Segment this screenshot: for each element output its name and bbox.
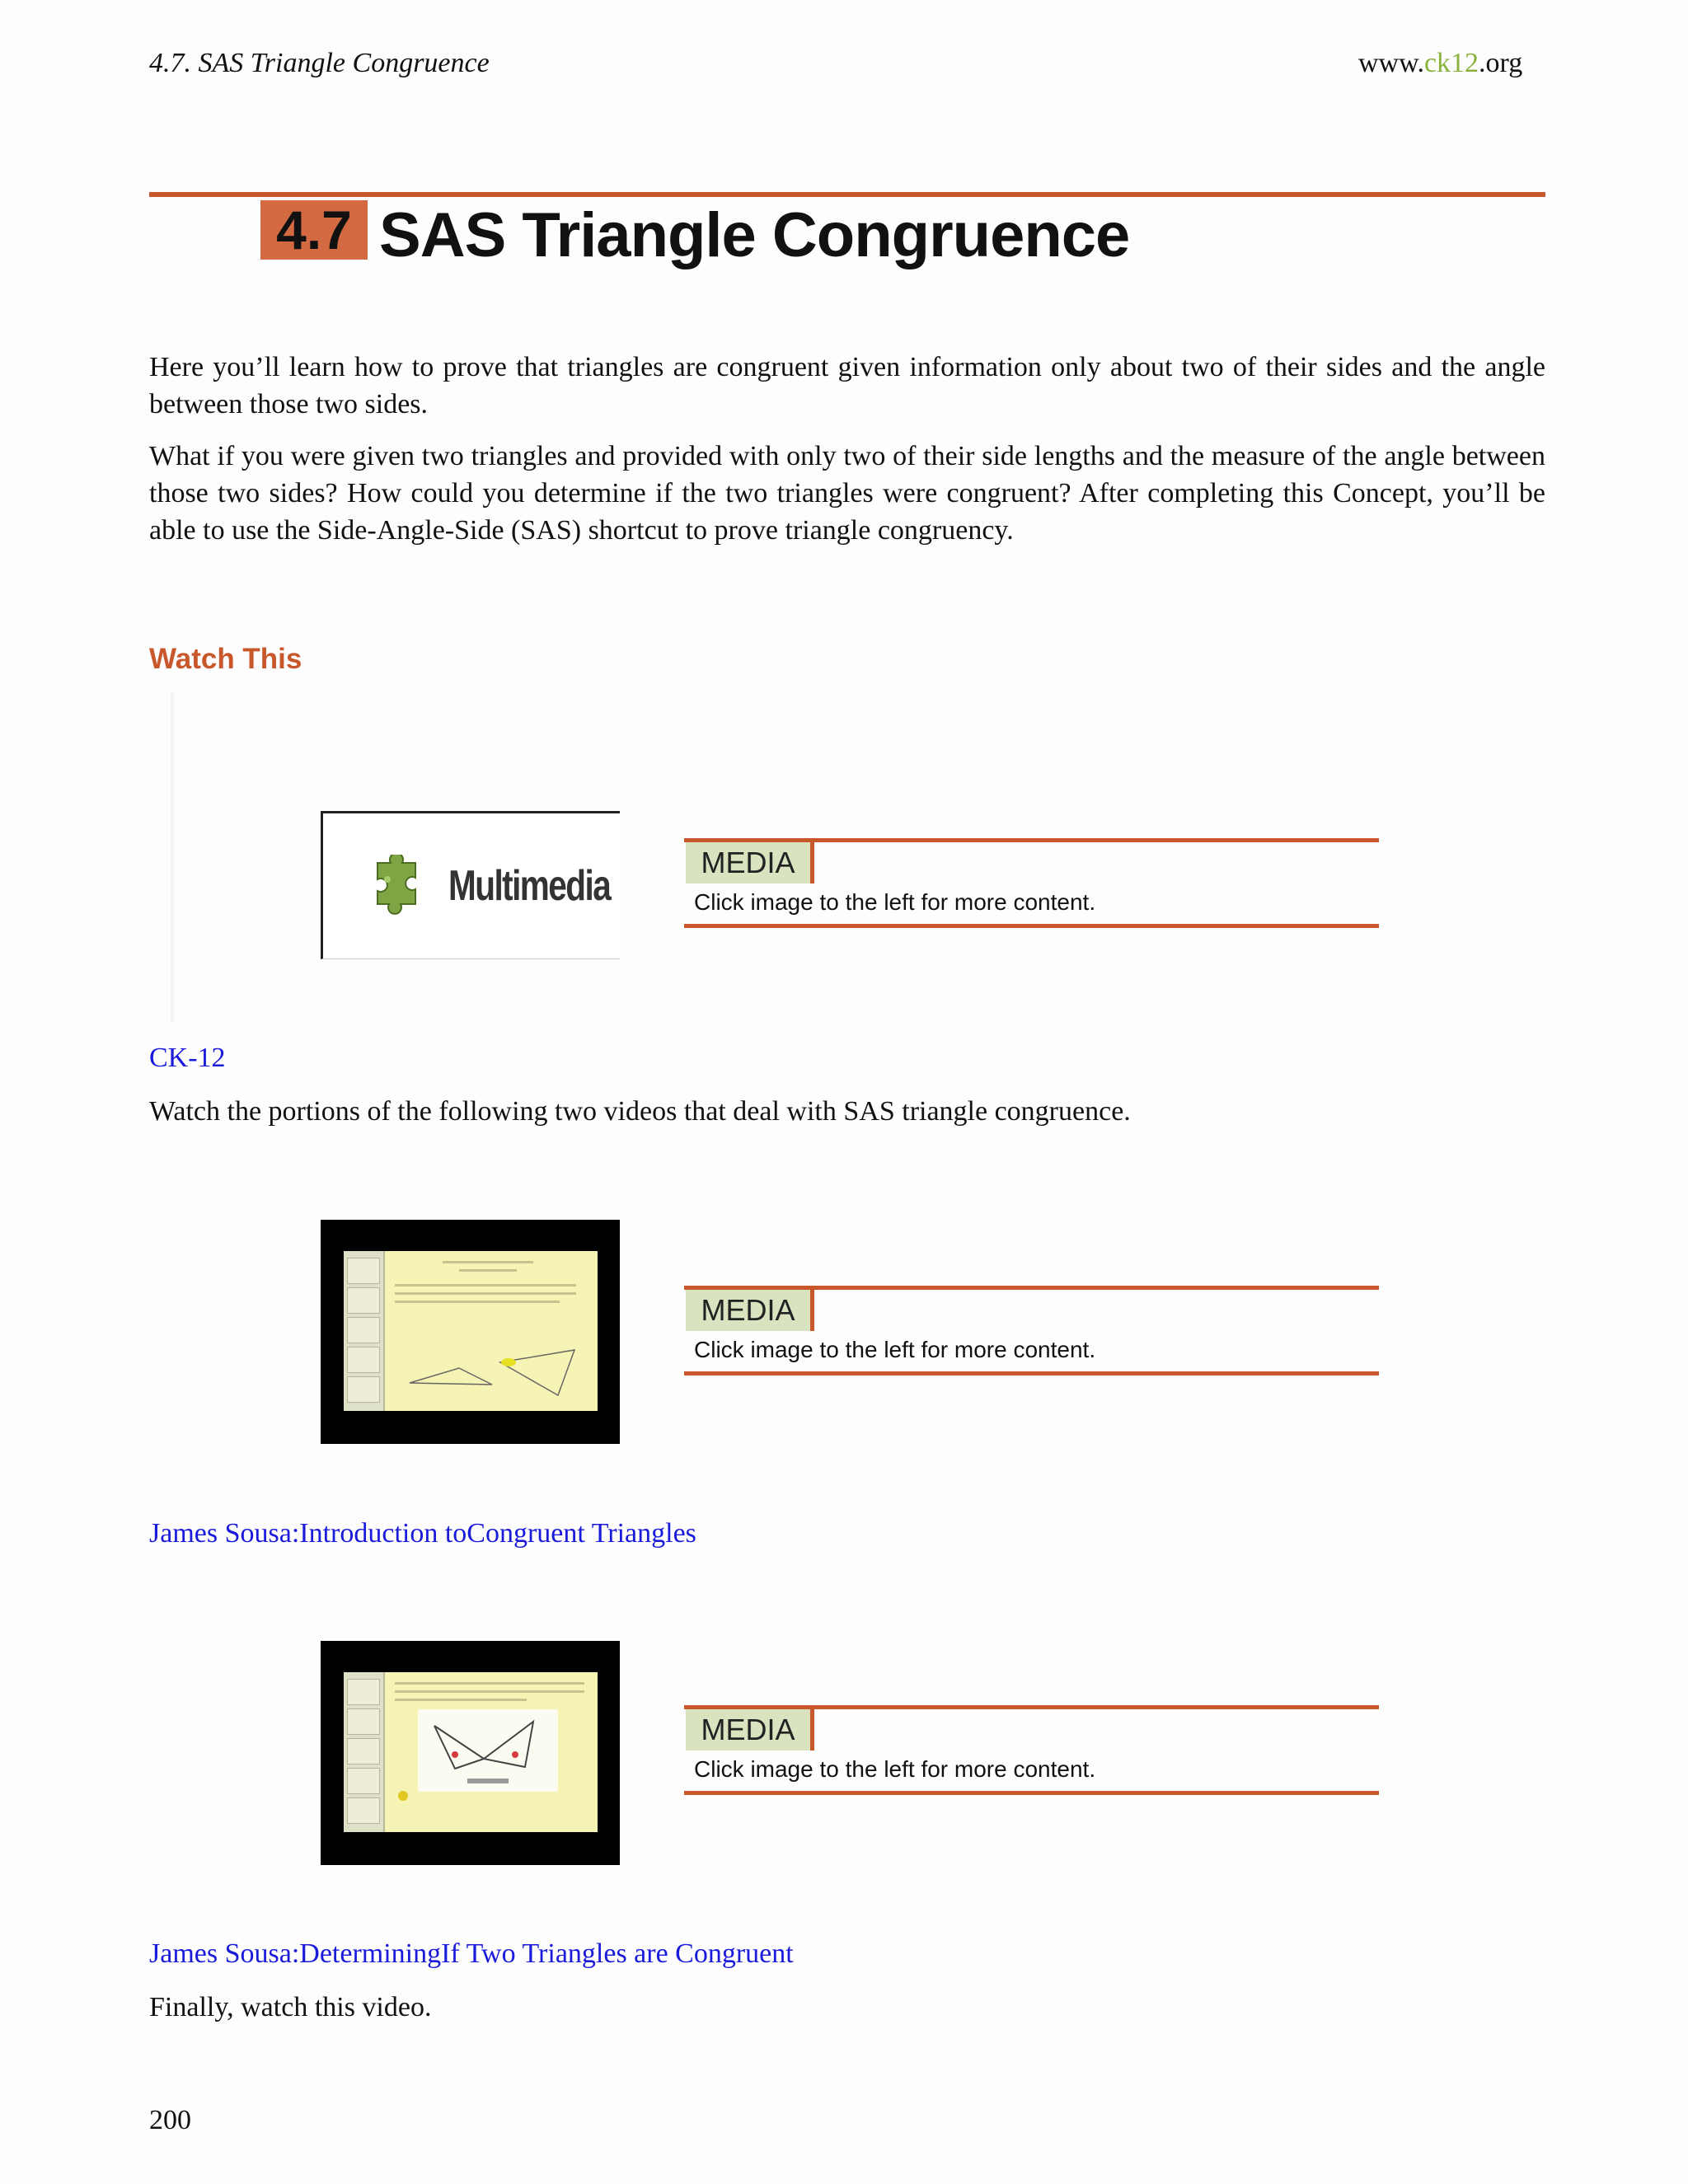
bowtie-triangles-diagram — [418, 1709, 558, 1792]
slide-text-line — [395, 1682, 584, 1685]
slide-thumb — [347, 1738, 380, 1765]
slide-sidebar — [344, 1672, 385, 1832]
slide-thumb — [347, 1708, 380, 1735]
finally-text: Finally, watch this video. — [149, 1992, 432, 2022]
running-header-url — [1358, 48, 1522, 79]
media-tag: MEDIA — [686, 842, 814, 883]
intro-paragraph-2: What if you were given two triangles and provided with only two of their side lengths and the measure of the angle between those two sides? How could you determine if the two triangles were congruent? After completing this Concept, you’ll be able to use the Side-Angle-Side (SAS) shortcut to prove triangle congruency. — [149, 441, 1545, 546]
section-heading-watch-this: Watch This — [149, 643, 302, 675]
media-tag: MEDIA — [686, 1290, 814, 1331]
media-caption: Click image to the left for more content. — [694, 1337, 1096, 1362]
media-rule-bottom — [684, 1371, 1379, 1376]
slide-sidebar — [344, 1251, 385, 1411]
slide-thumb — [347, 1768, 380, 1794]
media-rule-bottom — [684, 924, 1379, 928]
slide-text-line — [395, 1690, 584, 1693]
page-number: 200 — [149, 2105, 191, 2135]
url-suffix: .org — [1479, 48, 1523, 78]
chapter-number: 4.7 — [260, 200, 368, 260]
media-info-box-2 — [684, 1286, 1379, 1378]
slide-text-line — [395, 1699, 527, 1701]
multimedia-label: Multimedia — [448, 862, 611, 910]
slide-thumb — [347, 1679, 380, 1705]
slide-thumb — [347, 1347, 380, 1373]
media-info-box-1 — [684, 838, 1379, 930]
triangles-diagram — [393, 1317, 591, 1408]
slide-thumb — [347, 1317, 380, 1343]
media-rule-bottom — [684, 1791, 1379, 1795]
watch-portions-text: Watch the portions of the following two videos that deal with SAS triangle congruence. — [149, 1096, 1131, 1127]
video-thumbnail-2[interactable] — [321, 1641, 620, 1865]
url-prefix: www. — [1358, 48, 1424, 78]
slide-thumb — [347, 1258, 380, 1284]
multimedia-thumbnail[interactable] — [321, 811, 620, 959]
media-info-box-3 — [684, 1705, 1379, 1797]
chapter-title: SAS Triangle Congruence — [379, 200, 1130, 270]
slide-text-line — [395, 1284, 576, 1286]
slide-text-line — [443, 1261, 533, 1263]
media-frame-edge — [171, 692, 174, 1022]
cursor-icon — [395, 1788, 411, 1804]
link-sousa-introduction[interactable]: James Sousa:Introduction toCongruent Triangles — [149, 1518, 696, 1549]
slide-text-line — [395, 1292, 576, 1295]
slide-text-line — [395, 1301, 560, 1303]
slide-thumb — [347, 1376, 380, 1403]
intro-paragraph-1: Here you’ll learn how to prove that triangles are congruent given information only about two of their sides and the angle between those two sides. — [149, 352, 1545, 419]
media-tag: MEDIA — [686, 1709, 814, 1750]
video-screen — [344, 1672, 598, 1832]
link-ck12[interactable]: CK-12 — [149, 1043, 226, 1073]
puzzle-icon — [363, 855, 429, 921]
slide-thumb — [347, 1287, 380, 1314]
video-screen — [344, 1251, 598, 1411]
slide-text-line — [459, 1269, 517, 1272]
video-thumbnail-1[interactable] — [321, 1220, 620, 1444]
slide-thumb — [347, 1797, 380, 1824]
media-caption: Click image to the left for more content. — [694, 1756, 1096, 1782]
running-header-title: 4.7. SAS Triangle Congruence — [149, 48, 490, 78]
url-brand: ck12 — [1423, 48, 1479, 78]
media-caption: Click image to the left for more content. — [694, 889, 1096, 915]
link-sousa-determining[interactable]: James Sousa:DeterminingIf Two Triangles are Congruent — [149, 1938, 794, 1969]
